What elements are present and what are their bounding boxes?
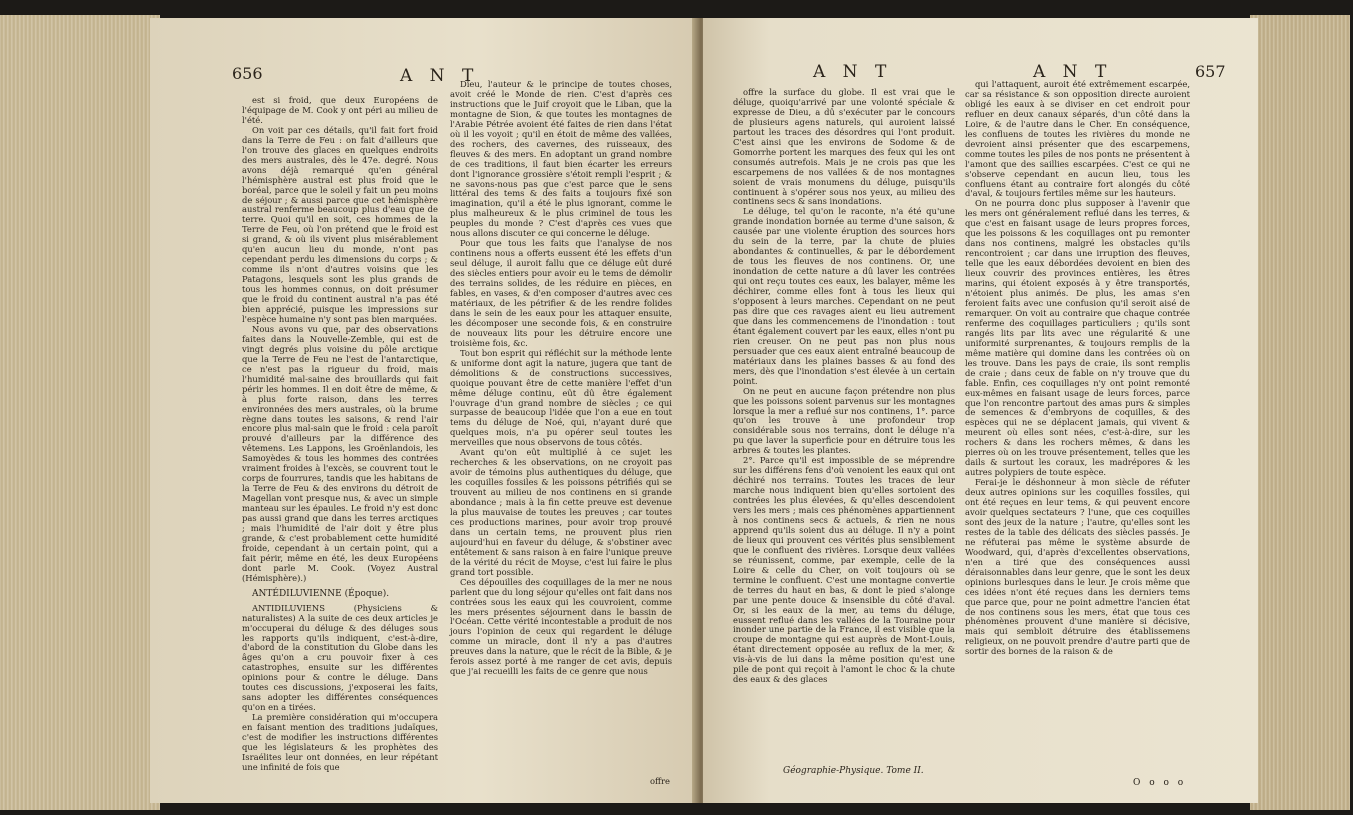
catchword: offre [650,776,670,786]
paragraph: On voit par ces détails, qu'il fait fort froid dans la Terre de Feu : on fait d'ailleurs que l'on trouve des glaces en quelques endroits des mers australes, dès le 47e. degré. Nous avons déjà remarqué qu'en général l'hémisphère austral est plus froid que le boréal, parce que le soleil y fait un peu moins de séjour ; & aussi parce que cet hémisphère austral renferme beaucoup plus d'eau que de terre. Quoi qu'il en soit, ces hommes de la Terre de Feu, où l'on prétend que le froid est si grand, & où ils vivent plus misérablement qu'en aucun lieu du monde, n'ont pas cependant perdu les dimensions du corps ; & comme ils n'ont d'autres voisins que les Patagons, lesquels sont les plus grands de tous les hommes connus, on doit présumer que le froid du continent austral n'a pas été bien apprécié, puisque les impressions sur l'espèce humaine n'y sont pas bien marquées. [242,124,438,324]
signature-mark: O o o o [1133,778,1187,788]
paragraph: Le déluge, tel qu'on le raconte, n'a été qu'une grande inondation bornée au terme d'une saison, & causée par une violente éruption des sources hors du sein de la terre, par la chute de pluies abondantes & continuelles, & par le débordement de tous les fleuves de nos continens. Or, une inondation de cette nature a dû laver les contrées qui ont reçu toutes ces eaux, les balayer, même les déchirer, comme elles font à tous les lieux qui s'opposent à leurs marches. Cependant on ne peut pas dire que ces ravages aient eu lieu autrement que dans les commencemens de l'inondation : tout étant également couvert par les eaux, elles n'ont pu rien creuser. On ne peut pas non plus nous persuader que ces eaux aient entraîné beaucoup de matériaux dans les plaines basses & au fond des mers, dès que l'inondation s'est élevée à un certain point. [733,206,955,386]
left-page-edges [0,15,160,810]
left-column-1 [242,96,438,773]
paragraph: Tout bon esprit qui réfléchit sur la méthode lente & uniforme dont agit la nature, jugera que tant de démolitions & de constructions successives, quoique pouvant être de cette manière l'effet d'un même déluge continu, eût dû être également l'ouvrage d'un grand nombre de siècles ; ce qui surpasse de beaucoup l'idée que l'on a eue en tout tems du déluge de Noé, qui, n'ayant duré que quelques mois, n'a pu opérer seul toutes les merveilles que nous observons de tous côtés. [450,347,672,448]
page-number: 657 [1195,62,1226,81]
right-column-2 [965,80,1190,657]
paragraph: est si froid, que deux Européens de l'équipage de M. Cook y ont péri au milieu de l'été. [242,95,438,125]
section-heading: ANTÉDILUVIENNE (Époque). [252,588,390,599]
right-page [703,18,1258,803]
right-column-1 [733,88,955,685]
right-page-edges [1250,15,1350,810]
paragraph: Ferai-je le déshonneur à mon siècle de réfuter deux autres opinions sur les coquilles fossiles, qui ont été reçues en leur tems, & qui peuvent encore avoir quelques sectateurs ? l'une, que ces coquilles sont des jeux de la nature ; l'autre, qu'elles sont les restes de la table des délicats des siècles passés. Je ne réfuterai pas même le système absurde de Woodward, qui, d'après d'excellentes observations, n'en a tiré que des conséquences aussi déraisonnables dans leur genre, que le sont les deux opinions burlesques dans le leur. Je crois même que ces idées n'ont été reçues dans les derniers tems que parce que, pour ne point admettre l'ancien état de nos continens sous les mers, état que tous ces phénomènes prouvent d'une manière si décisive, mais qui sembloit détruire des établissemens religieux, on ne pouvoit prendre d'autre parti que de sortir des bornes de la raison & de [965,477,1190,657]
paragraph: Nous avons vu que, par des observations faites dans la Nouvelle-Zemble, qui est de vingt degrés plus voisine du pôle arctique que la Terre de Feu ne l'est de l'antarctique, ce n'est pas la rigueur du froid, mais l'humidité mal-saine des brouillards qui fait périr les hommes. Il en doit être de même, & à plus forte raison, dans les terres environnées des mers australes, où la brume règne dans toutes les saisons, & rend l'air encore plus mal-sain que le froid : cela paroît prouvé d'ailleurs par la différence des vêtemens. Les Lappons, les Groënlandois, les Samoyèdes & tous les hommes des contrées vraiment froides à l'excès, se couvrent tout le corps de fourrures, tandis que les habitans de la Terre de Feu & des environs du détroit de Magellan vont presque nus, & avec un simple manteau sur les épaules. Le froid n'y est donc pas aussi grand que dans les terres arctiques ; mais l'humidité de l'air doit y être plus grande, & c'est probablement cette humidité froide, cependant à un certain point, qui a fait périr, même en été, les deux Européens dont parle M. Cook. (Voyez Austral (Hémisphère).) [242,323,438,583]
running-head: A N T [813,62,893,82]
left-column-2 [450,80,672,677]
paragraph: qui l'attaquent, auroit été extrêmement escarpée, car sa résistance & son opposition directe auroient obligé les eaux à se diviser en cet endroit pour refluer en deux canaux séparés, d'un côté dans la Loire, & de l'autre dans le Cher. En conséquence, les confluens de toutes les rivières du monde ne devroient ainsi présenter que des escarpemens, comme toutes les piles de nos ponts ne présentent à l'amont que des saillies escarpées. C'est ce qui ne s'observe cependant en aucun lieu, tous les confluens étant au contraire fort alongés du côté d'aval, & toujours fertiles même sur les hauteurs. [965,79,1190,199]
paragraph: On ne pourra donc plus supposer à l'avenir que les mers ont généralement reflué dans les terres, & que c'est en faisant usage de leurs propres forces, que les poissons & les coquillages ont pu remonter dans nos continens, malgré les obstacles qu'ils rencontroient ; car dans une irruption des fleuves, telle que les eaux débordées devoient en bien des lieux couvrir des provinces entières, les êtres marins, qui étoient exposés à y être transportés, n'étoient plus animés. De plus, les amas s'en feroient faits avec une confusion qu'il seroit aisé de remarquer. On voit au contraire que chaque contrée renferme des coquillages particuliers ; qu'ils sont rangés lits par lits avec une régularité & une uniformité surprenantes, & toujours remplis de la même matière qui domine dans les contrées où on les trouve. Dans les pays de craie, ils sont remplis de craie ; dans ceux de fable on n'y trouve que du fable. Enfin, ces coquillages n'y ont point remonté eux-mêmes en faisant usage de leurs forces, parce que l'on rencontre partout des amas purs & simples de semences & d'embryons de coquilles, & des espèces qui ne se déplacent jamais, qui vivent & meurent où elles sont nées, c'est-à-dire, sur les rochers & dans les rochers mêmes, & dans les pierres où on les trouve présentement, telles que les dails & surtout les coraux, les madrépores & les autres polypiers de toute espèce. [965,198,1190,478]
paragraph: 2°. Parce qu'il est impossible de se méprendre sur les différens fens d'où venoient les eaux qui ont déchiré nos terrains. Toutes les traces de leur marche nous indiquent bien qu'elles sortoient des contrées les plus élevées, & qu'elles descendoient vers les mers ; mais ces phénomènes appartiennent à nos continens secs & actuels, & rien ne nous apprend qu'ils soient dus au déluge. Il n'y a point de lieux qui prouvent ces vérités plus sensiblement que le confluent des rivières. Lorsque deux vallées se réunissent, comme, par exemple, celle de la Loire & celle du Cher, on voit toujours où se termine le confluent. C'est une montagne convertie de terres du haut en bas, & dont le pied s'alonge par une pente douce & insensible du côté d'aval. Or, si les eaux de la mer, au tems du déluge, eussent reflué dans les vallées de la Touraine pour inonder une partie de la France, il est visible que la croupe de montagne qui est auprès de Mont-Louis, étant directement opposée au reflux de la mer, & vis-à-vis de lui dans la même position qu'est une pile de pont qui reçoit à l'amont le choc & la chute des eaux & des glaces [733,455,955,685]
paragraph: La première considération qui m'occupera en faisant mention des traditions judaïques, c'est de modifier les instructions différentes que les législateurs & les prophètes des Israélites leur ont données, en leur répétant une infinité de fois que [242,712,438,772]
paragraph: Pour que tous les faits que l'analyse de nos continens nous a offerts eussent été les effets d'un seul déluge, il auroit fallu que ce déluge eût duré des siècles entiers pour avoir eu le tems de démolir des terrains solides, de les réduire en pièces, en fables, en vases, & d'en composer d'autres avec ces matériaux, de les pétrifier & de les rendre folides dans le sein de les eaux pour les attaquer ensuite, les décomposer une seconde fois, & en construire de nouveaux lits pour les détruire encore une troisième fois, &c. [450,238,672,348]
footer-title: Géographie-Physique. Tome II. [783,766,924,776]
running-head: A N T [400,66,480,86]
paragraph: Ces dépouilles des coquillages de la mer ne nous parlent que du long séjour qu'elles ont fait dans nos contrées sous les eaux qui les couvroient, comme les mers présentes séjournent dans le bassin de l'Océan. Cette vérité incontestable a produit de nos jours l'opinion de ceux qui regardent le déluge comme un miracle, dont il n'y a pas d'autres preuves dans la nature, que le récit de la Bible, & je ferois assez porté à me ranger de cet avis, depuis que j'ai recueilli les faits de ce genre que nous [450,576,672,677]
paragraph: ANTIDILUVIENS (Physiciens & naturalistes) A la suite de ces deux articles je m'occuperai du déluge & des déluges sous les rapports qu'ils indiquent, c'est-à-dire, d'abord de la constitution du Globe dans les âges qu'on a cru pouvoir fixer à ces catastrophes, ensuite sur les différentes opinions pour & contre le déluge. Dans toutes ces discussions, j'exposerai les faits, sans adopter les différentes conséquences qu'on en a tirées. [242,602,438,713]
paragraph: Dieu, l'auteur & le principe de toutes choses, avoit créé le Monde de rien. C'est d'après ces instructions que le Juif croyoit que le Liban, que la montagne de Sion, & que toutes les montagnes de l'Arabie Pétrée avoient été faites de rien dans l'état où il les voyoit ; qu'il en étoit de même des vallées, des rochers, des cavernes, des ruisseaux, des fleuves & des mers. En adoptant un grand nombre de ces traditions, il faut bien écarter les erreurs dont l'ignorance grossière s'étoit rempli l'esprit ; & ne savons-nous pas que c'est parce que le sens littéral des tems & des faits a toujours fixé son imagination, qu'il a été le plus ignorant, comme le plus malheureux & le plus criminel de tous les peuples du monde ? C'est d'après ces vues que nous allons discuter ce qui concerne le déluge. [450,79,672,239]
running-head: A N T [1033,62,1113,82]
paragraph: offre la surface du globe. Il est vrai que le déluge, quoiqu'arrivé par une volonté spéciale & expresse de Dieu, a dû s'exécuter par le concours de plusieurs agens naturels, qui auroient laissé partout les traces des désordres qui l'ont produit. C'est ainsi que les environs de Sodome & de Gomorrhe portent les marques des feux qui les ont consumés autrefois. Mais je ne crois pas que les escarpemens de nos vallées & de nos montagnes soient de vrais monumens du déluge, puisqu'ils continuent à s'opérer sous nos yeux, au milieu des continens secs & sans inondations. [733,87,955,207]
page-number: 656 [232,64,263,83]
left-page [150,18,700,803]
paragraph: On ne peut en aucune façon prétendre non plus que les poissons soient parvenus sur les montagnes lorsque la mer a reflué sur nos continens, 1°. parce qu'on les trouve à une profondeur trop considérable sous nos terrains, dont le déluge n'a pu que laver la superficie pour en détruire tous les arbres & toutes les plantes. [733,385,955,456]
paragraph: Avant qu'on eût multiplié à ce sujet les recherches & les observations, on ne croyoit pas avoir de témoins plus authentiques du déluge, que les coquilles fossiles & les poissons pétrifiés qui se trouvent au milieu de nos continens en si grande abondance ; mais à la fin cette preuve est devenue la plus mauvaise de toutes les preuves ; car toutes ces productions marines, pour avoir trop prouvé dans un certain tems, ne prouvent plus rien aujourd'hui en faveur du déluge, & s'obstiner avec entêtement & sans raison à en faire l'unique preuve de la vérité du récit de Moyse, c'est lui faire le plus grand tort possible. [450,447,672,577]
